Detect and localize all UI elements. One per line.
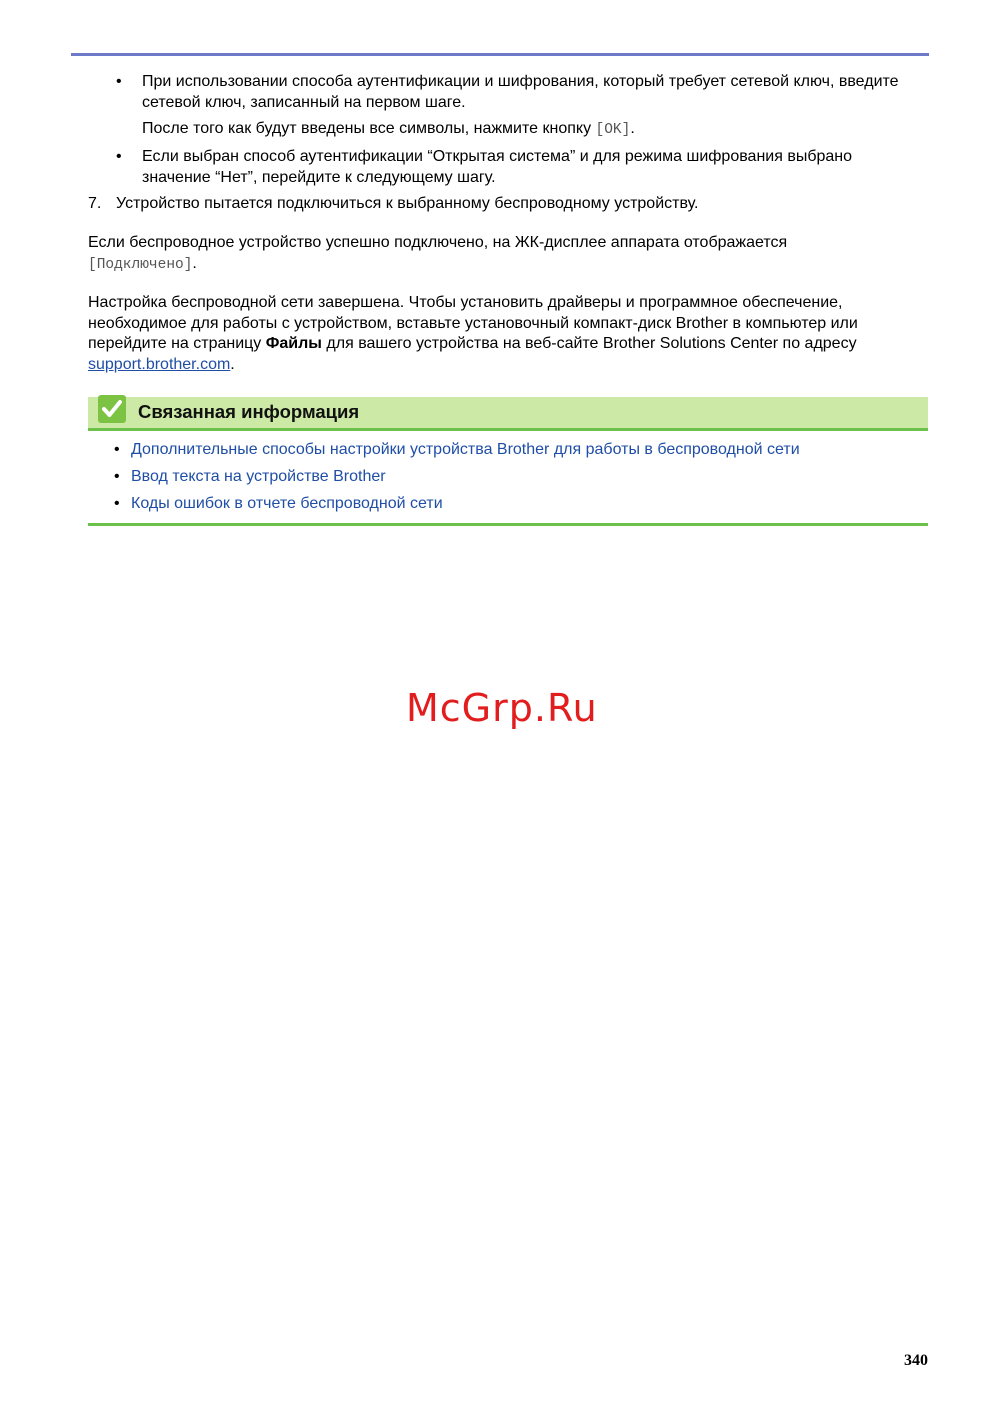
checkmark-icon [98,395,126,423]
followup-period: . [630,120,635,137]
step-text: Устройство пытается подключиться к выбранному беспроводному устройству. [116,195,699,212]
setup-text-cont: для вашего устройства на веб-сайте Brother Solutions Center по адресу [321,335,857,352]
list-item [116,147,906,188]
bullet-marker: • [116,73,122,90]
bullet-marker: • [114,468,120,485]
bullet-followup [116,119,906,141]
header-rule [71,53,929,56]
watermark: McGrp.Ru [406,686,598,730]
followup-text: После того как будут введены все символы, нажмите кнопку [142,120,596,137]
step-7 [88,194,908,215]
setup-text: Настройка беспроводной сети завершена. Чтобы установить драйверы и программное обеспечение, необходимое для работы с устройством, вставьте установочный компакт-диск Brother в компьютер или перейдите на страницу [88,294,858,352]
related-link-item[interactable] [114,494,443,514]
step-number: 7. [88,195,102,212]
related-info-header [88,397,928,431]
related-link[interactable]: Ввод текста на устройстве Brother [131,468,386,485]
list-item [116,72,906,113]
connected-text: Если беспроводное устройство успешно подключено, на ЖК-дисплее аппарата отображается [88,234,788,251]
connected-status-label: [Подключено] [88,256,193,273]
bullet-text: Если выбран способ аутентификации “Открытая система” и для режима шифрования выбрано значение “Нет”, перейдите к следующему шагу. [142,148,853,186]
connected-paragraph [88,233,908,275]
related-info-title: Связанная информация [138,401,360,422]
related-link[interactable]: Коды ошибок в отчете беспроводной сети [131,495,443,512]
related-link[interactable]: Дополнительные способы настройки устройства Brother для работы в беспроводной сети [131,441,800,458]
related-link-item[interactable] [114,467,386,487]
related-info-bottom-rule [88,523,928,526]
files-bold: Файлы [265,335,322,352]
setup-paragraph [88,293,908,375]
page-number: 340 [904,1352,928,1369]
connected-period: . [192,254,197,272]
related-link-item[interactable] [114,440,800,460]
setup-period: . [230,355,235,373]
ok-key-label: [OK] [595,122,631,138]
support-link[interactable]: support.brother.com [88,355,231,373]
bullet-marker: • [116,148,122,165]
bullet-marker: • [114,441,120,458]
bullet-text: При использовании способа аутентификации и шифрования, который требует сетевой ключ, введите сетевой ключ, записанный на первом шаге. [142,73,899,111]
bullet-marker: • [114,495,120,512]
